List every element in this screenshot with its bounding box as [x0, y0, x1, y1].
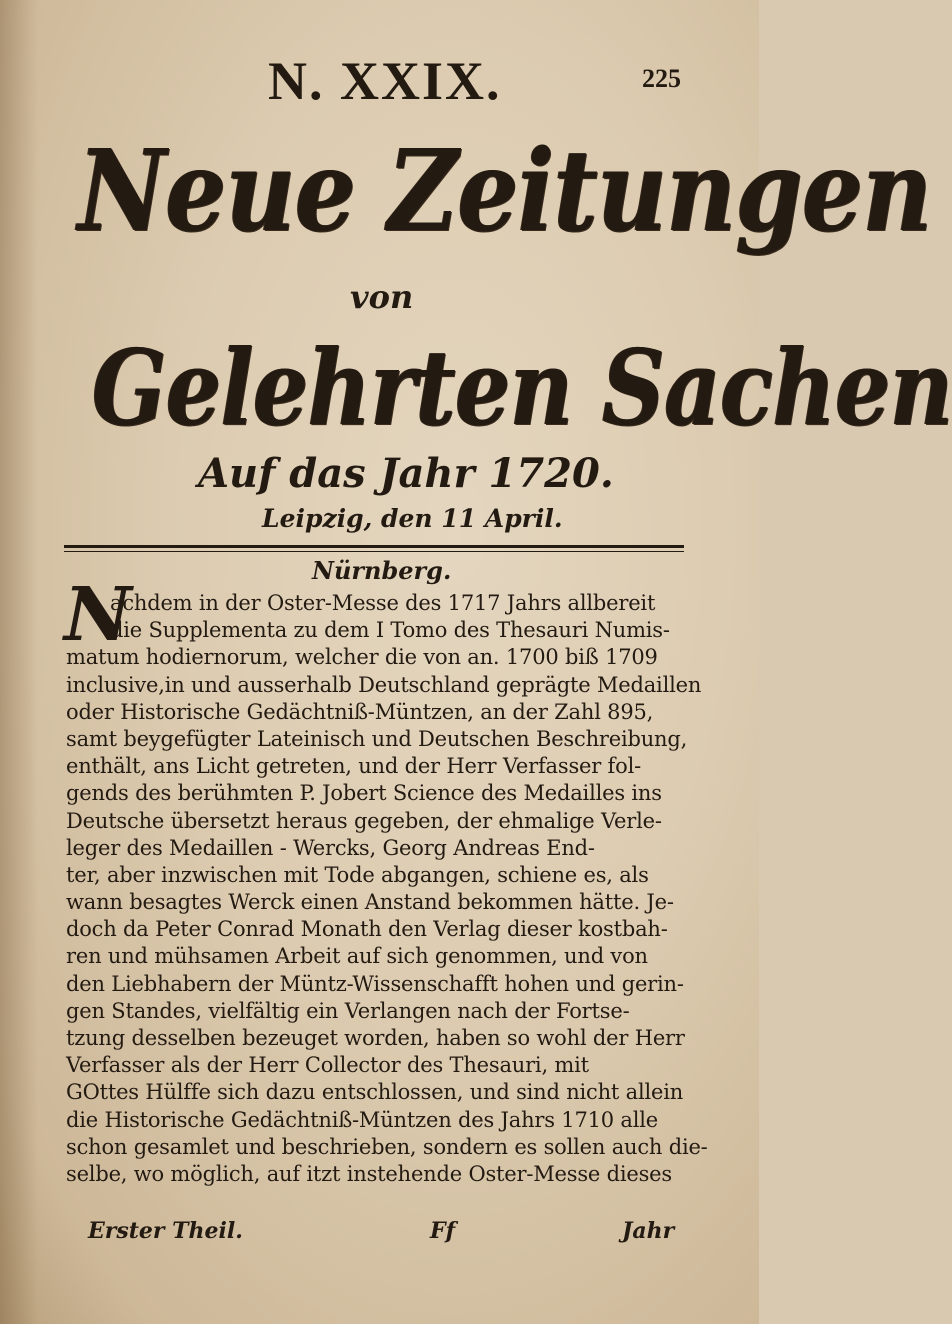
masthead-title-line2: Gelehrten Sachen	[92, 326, 952, 449]
masthead-title-line1: Neue Zeitungen	[78, 126, 932, 257]
issue-number: N. XXIX.	[268, 51, 502, 111]
text-line: leger des Medaillen - Wercks, Georg Andreas End-	[66, 835, 595, 860]
text-line: tzung desselben bezeuget worden, haben so wohl der Herr	[66, 1026, 685, 1050]
text-line: ren und mühsamen Arbeit auf sich genommen, und von	[66, 944, 648, 969]
text-line: achdem in der Oster-Messe des 1717 Jahrs allbereit	[110, 591, 656, 615]
volume-label: Erster Theil.	[88, 1218, 243, 1244]
text-line: samt beygefügter Lateinisch und Deutschen Beschreibung,	[66, 726, 688, 751]
text-line: ter, aber inzwischen mit Tode abgangen, schiene es, als	[66, 862, 649, 887]
masthead-von: von	[350, 278, 414, 316]
text-line: gen Standes, vielfältig ein Verlangen nach der Fortse-	[66, 998, 630, 1023]
drop-capital: N	[64, 572, 132, 658]
divider-rule	[64, 545, 684, 548]
text-line: die Historische Gedächtniß-Müntzen des Jahrs 1710 alle	[66, 1107, 658, 1132]
text-line: den Liebhabern der Müntz-Wissenschafft hohen und gerin-	[66, 971, 684, 996]
text-line: GOttes Hülffe sich dazu entschlossen, und sind nicht allein	[66, 1080, 684, 1105]
place-date: Leipzig, den 11 April.	[262, 504, 563, 533]
text-line: oder Historische Gedächtniß-Müntzen, an der Zahl 895,	[66, 699, 654, 724]
year-line: Auf das Jahr 1720.	[198, 450, 614, 497]
text-line: schon gesamlet und beschrieben, sondern es sollen auch die-	[66, 1134, 708, 1159]
signature-mark: Ff	[430, 1218, 456, 1244]
text-line: gends des berühmten P. Jobert Science des Medailles ins	[66, 781, 662, 806]
catchword: Jahr	[622, 1218, 675, 1244]
text-line: enthält, ans Licht getreten, und der Herr Verfasser fol-	[66, 754, 641, 779]
article-body	[66, 590, 708, 1188]
text-line: selbe, wo möglich, auf itzt instehende Oster-Messe dieses	[66, 1161, 672, 1186]
text-line: Verfasser als der Herr Collector des Thesauri, mit	[66, 1053, 589, 1078]
text-line: doch da Peter Conrad Monath den Verlag dieser kostbah-	[66, 917, 668, 942]
text-line: inclusive,in und ausserhalb Deutschland geprägte Medaillen	[66, 672, 702, 697]
text-line: wann besagtes Werck einen Anstand bekommen hätte. Je-	[66, 890, 674, 915]
page-footer	[88, 1218, 688, 1250]
text-line: die Supplementa zu dem I Tomo des Thesauri Numis-	[110, 618, 670, 643]
article-heading: Nürnberg.	[312, 556, 452, 585]
text-line: matum hodiernorum, welcher die von an. 1700 biß 1709	[66, 645, 658, 670]
page-number: 225	[642, 64, 681, 93]
text-line: Deutsche übersetzt heraus gegeben, der ehmalige Verle-	[66, 808, 662, 833]
